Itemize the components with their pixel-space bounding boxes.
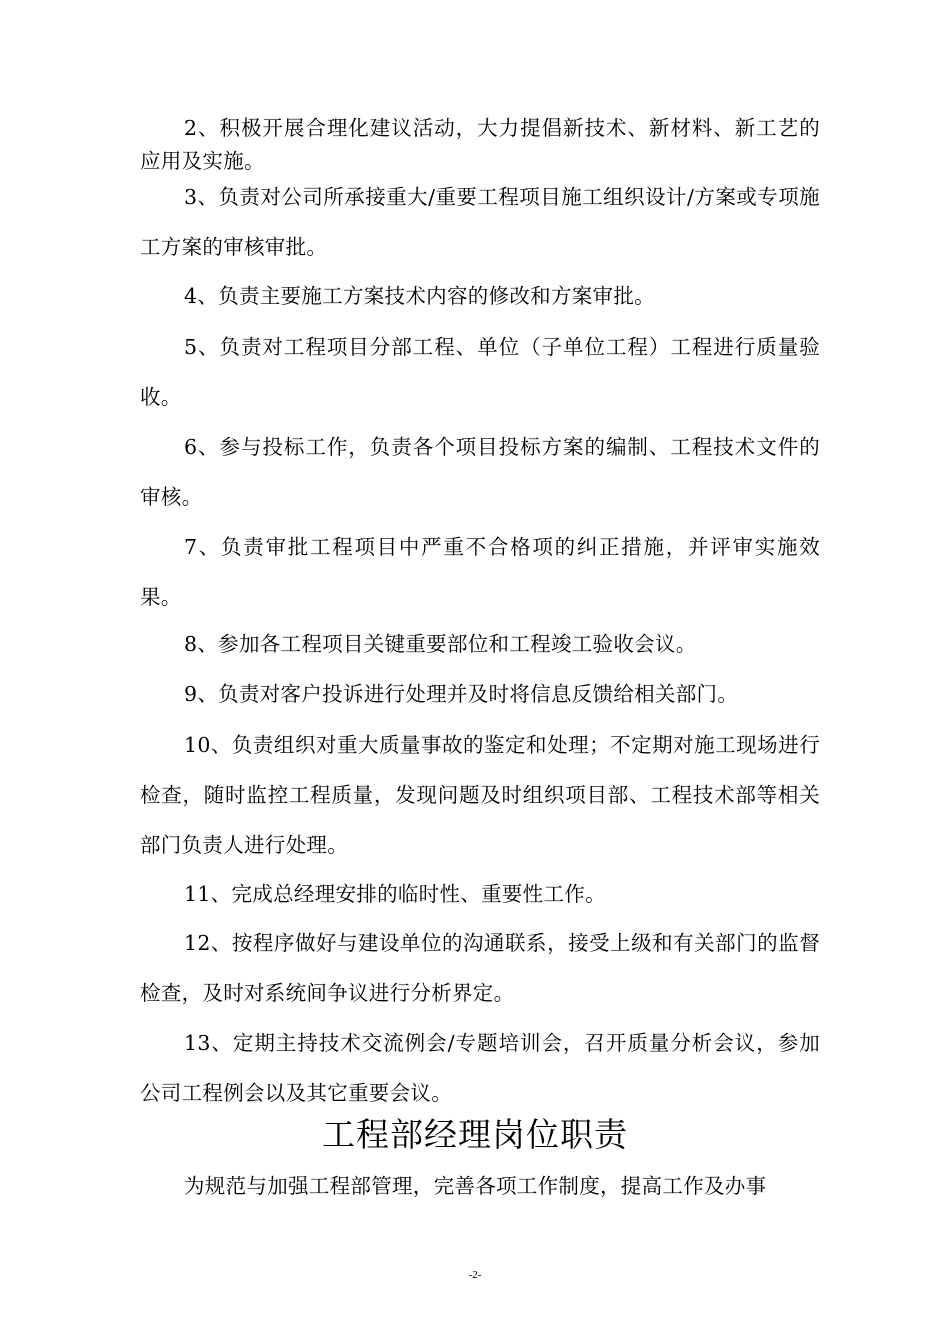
paragraph-item-6: 6、参与投标工作，负责各个项目投标方案的编制、工程技术文件的审核。: [140, 435, 820, 509]
paragraph-item-13: 13、定期主持技术交流例会/专题培训会，召开质量分析会议，参加公司工程例会以及其它重要会议。: [140, 1031, 820, 1105]
paragraph-item-5: 5、负责对工程项目分部工程、单位（子单位工程）工程进行质量验收。: [140, 335, 820, 409]
section-heading: 工程部经理岗位职责: [322, 1115, 628, 1154]
intro-paragraph: 为规范与加强工程部管理，完善各项工作制度，提高工作及办事: [184, 1174, 767, 1198]
paragraph-item-2: 2、积极开展合理化建议活动，大力提倡新技术、新材料、新工艺的应用及实施。: [140, 116, 820, 173]
paragraph-item-8: 8、参加各工程项目关键重要部位和工程竣工验收会议。: [184, 632, 697, 656]
paragraph-item-3: 3、负责对公司所承接重大/重要工程项目施工组织设计/方案或专项施工方案的审核审批。: [140, 185, 820, 259]
paragraph-item-11: 11、完成总经理安排的临时性、重要性工作。: [184, 882, 606, 906]
page-number: -2-: [468, 1269, 482, 1281]
paragraph-item-7: 7、负责审批工程项目中严重不合格项的纠正措施，并评审实施效果。: [140, 535, 820, 609]
paragraph-item-12: 12、按程序做好与建设单位的沟通联系，接受上级和有关部门的监督检查，及时对系统间争议进行分析界定。: [140, 931, 820, 1005]
paragraph-item-10: 10、负责组织对重大质量事故的鉴定和处理；不定期对施工现场进行检查，随时监控工程质量，发现问题及时组织项目部、工程技术部等相关部门负责人进行处理。: [140, 733, 820, 857]
paragraph-item-9: 9、负责对客户投诉进行处理并及时将信息反馈给相关部门。: [184, 682, 739, 706]
paragraph-item-4: 4、负责主要施工方案技术内容的修改和方案审批。: [184, 284, 655, 308]
